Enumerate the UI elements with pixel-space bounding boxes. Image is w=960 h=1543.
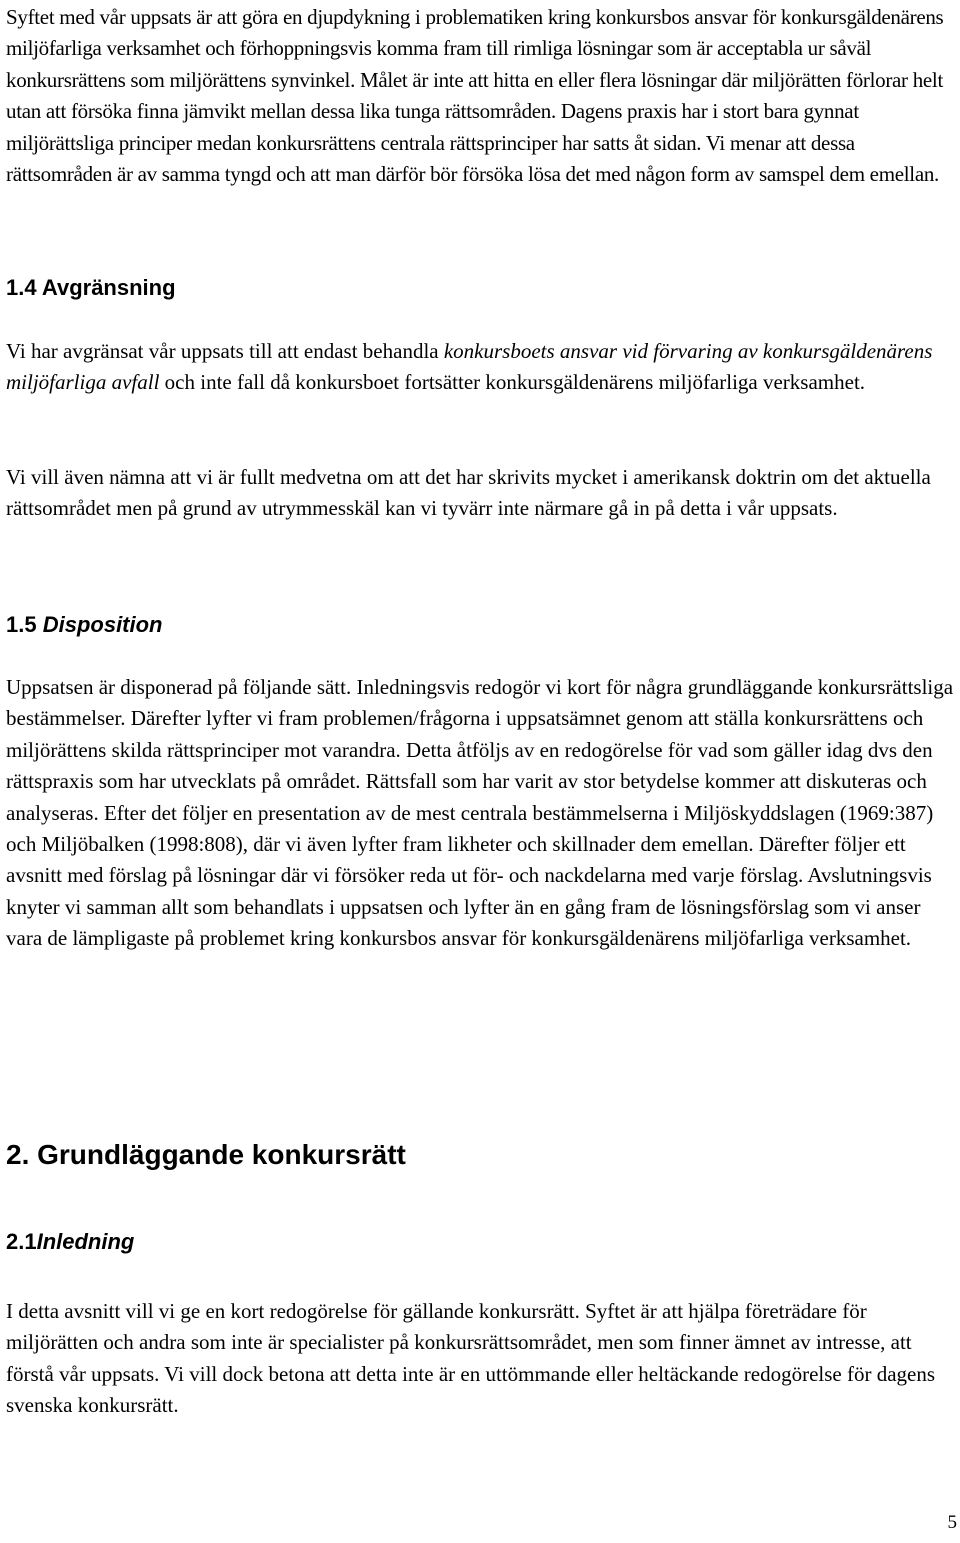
text-run: och inte fall då konkursboet fortsätter konkursgäldenärens miljöfarliga verksamhet.	[159, 370, 866, 395]
section-heading-2-1	[6, 1228, 134, 1256]
delimitation-paragraph-2: Vi vill även nämna att vi är fullt medvetna om att det har skrivits mycket i amerikansk doktrin om det aktuella rättsområdet men på grund av utrymmesskäl kan vi tyvärr inte närmare gå in på detta i vår uppsats.	[6, 465, 931, 521]
delimitation-paragraph-1	[6, 336, 958, 399]
section-heading-1-4	[6, 274, 176, 302]
section-title: Disposition	[42, 612, 163, 637]
italic-text-run: konkursboets ansvar vid förvaring av konkursgäldenärens miljöfarliga avfall	[6, 339, 933, 395]
text-run: Vi har avgränsat vår uppsats till att endast behandla	[6, 339, 444, 363]
page-number: 5	[947, 1512, 957, 1533]
chapter-heading-2: 2. Grundläggande konkursrätt	[6, 1139, 406, 1170]
section-title: Avgränsning	[41, 275, 176, 300]
disposition-paragraph: Uppsatsen är disponerad på följande sätt. Inledningsvis redogör vi kort för några grundläggande konkursrättsliga bestämmelser. Därefter lyfter vi fram problemen/frågorna i uppsatsämnet genom att ställa konkursrättens och miljörättens skilda rättsprinciper mot varandra. Detta åtföljs av en redogörelse för vad som gäller idag dvs den rättspraxis som har utvecklats på området. Rättsfall som har varit av stor betydelse kommer att diskuteras och analyseras. Efter det följer en presentation av de mest centrala bestämmelserna i Miljöskyddslagen (1969:387) och Miljöbalken (1998:808), där vi även lyfter fram likheter och skillnader dem emellan. Därefter följer ett avsnitt med förslag på lösningar där vi försöker reda ut för- och nackdelarna med varje förslag. Avslutningsvis knyter vi samman allt som behandlats i uppsatsen och lyfter än en gång fram de lösningsförslag som vi anser vara de lämpligaste på problemet kring konkursbos ansvar för konkursgäldenärens miljöfarliga verksamhet.	[6, 675, 954, 951]
section-number: 1.4	[6, 275, 37, 300]
section-number: 2.1	[6, 1229, 37, 1254]
section-title: Inledning	[36, 1229, 135, 1254]
section-heading-1-5	[6, 611, 163, 639]
intro-paragraph: Syftet med vår uppsats är att göra en djupdykning i problematiken kring konkursbos ansvar för konkursgäldenärens miljöfarliga verksamhet och förhoppningsvis komma fram till rimliga lösningar som är acceptabla ur såväl konkursrättens som miljörättens synvinkel. Målet är inte att hitta en eller flera lösningar där miljörätten förlorar helt utan att försöka finna jämvikt mellan dessa lika tunga rättsområden. Dagens praxis har i stort bara gynnat miljörättsliga principer medan konkursrättens centrala rättsprinciper har satts åt sidan. Vi menar att dessa rättsområden är av samma tyngd och att man därför bör försöka lösa det med någon form av samspel dem emellan.	[6, 5, 944, 187]
introduction-paragraph: I detta avsnitt vill vi ge en kort redogörelse för gällande konkursrätt. Syftet är att hjälpa företrädare för miljörätten och andra som inte är specialister på konkursrättsområdet, men som finner ämnet av intresse, att förstå vår uppsats. Vi vill dock betona att detta inte är en uttömmande eller heltäckande redogörelse för dagens svenska konkursrätt.	[6, 1299, 936, 1418]
section-number: 1.5	[6, 612, 37, 637]
